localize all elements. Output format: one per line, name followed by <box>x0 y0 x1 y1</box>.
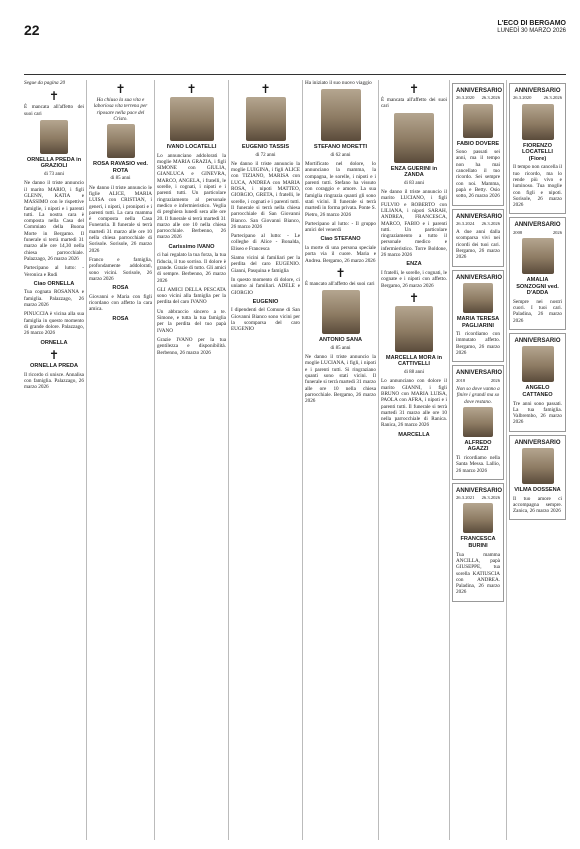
deceased-age: di 88 anni <box>404 370 424 376</box>
cross-icon: ✝ <box>48 348 60 363</box>
column-5 <box>305 80 376 840</box>
condolence-text: Un abbraccio sincero a te. Simone, e tutta la tua famiglia per la perdita del tuo papà IVANO <box>157 308 226 334</box>
cross-icon: ✝ <box>335 265 346 280</box>
column-2 <box>89 80 152 840</box>
condolence-name: ENZA <box>406 261 422 268</box>
anniversary-heading: ANNIVERSARIO <box>456 370 503 377</box>
condolence-text: Franco e famiglia, profondamente addolorati, sono vicini. Sorisole, 26 marzo 2026 <box>89 256 152 282</box>
announcement-text: Ne danno il triste annuncio la moglie LUCIANA, i figli, i nipoti e i parenti tutti. Si ringraziano quanti sono stati vicini. Il funerale si terrà martedì 31 marzo alle ore 10 nella chiesa parrocchiale. Bergamo, 26 marzo 2026 <box>305 354 376 405</box>
date-end: 2026 <box>490 377 500 383</box>
announcement-text: Ne danno il triste annuncio le figlie ALICE, MARIA LUISA con CRISTIAN, i generi, i nipoti, i pronipoti e i parenti tutti. La cara mamma è composta nella Casa Funeraria. Il funerale si terrà martedì 31 marzo alle ore 10 nella chiesa parrocchiale di Sorisole. Sorisole, 26 marzo 2026 <box>89 184 152 254</box>
deceased-name: ANTONIO SANA <box>318 337 363 344</box>
portrait-photo <box>394 113 434 163</box>
column-divider <box>228 80 229 840</box>
anniversary-dates <box>513 230 562 236</box>
condolence-name: ORNELLA <box>40 339 68 346</box>
date-start: 26.3.2020 <box>456 95 475 101</box>
column-7 <box>452 80 504 840</box>
condolence-text: I fratelli, le sorelle, i cognati, le cognate e i nipoti con affetto. Bergamo, 26 marzo 2026 <box>381 269 447 289</box>
anniversary-notice <box>452 483 504 602</box>
portrait-photo <box>321 89 361 141</box>
condolence-heading: Carissimo IVANO <box>168 243 215 250</box>
column-divider <box>506 80 507 840</box>
anniversary-text: Tua mamma ANCILLA, papà GIUSEPPE, tua sorella KATIUSCIA con ANDREA. Paladina, 26 marzo 2026 <box>456 551 500 596</box>
anniversary-heading: ANNIVERSARIO <box>514 338 561 345</box>
deceased-name: ALFREDO AGAZZI <box>464 439 492 453</box>
deceased-name: ORNELLA PREDA in GRAZIOLI <box>26 156 82 170</box>
condolence-text: ci hai regalato la tua forza, la tua fiducia, il tuo sorriso. Il dolore è grande. Grazie di tutto. Gli amici di sempre. Berbenno, 26 marzo 2026 <box>157 252 226 284</box>
page-header <box>24 16 566 74</box>
deceased-age: di 72 anni <box>255 152 276 158</box>
deceased-age: di 62 anni <box>330 152 351 158</box>
newspaper-date: LUNEDÌ 30 MARZO 2026 <box>497 28 566 34</box>
newspaper-masthead <box>497 20 566 35</box>
announcement-text: Lo annunciano con dolore il marito GIANNI, i figli BRUNO con MARIA LUISA, PAOLA con AFRA, i nipoti e i parenti tutti. Il funerale si terrà martedì 31 marzo alle ore 10 nella parrocchiale di Ranica. Ranica, 26 marzo 2026 <box>381 378 447 429</box>
date-start: 26.3.2024 <box>456 220 475 226</box>
anniversary-text: Tre anni sono passati. La tua famiglia. Valbrembo, 26 marzo 2026 <box>513 400 562 426</box>
anniversary-notice <box>452 365 504 480</box>
quote-text: Non so dove vanno a finire i grandi ma so dove restano. <box>456 385 500 405</box>
deceased-name: ROSA RAVASIO ved. ROTA <box>93 161 148 174</box>
anniversary-dates <box>456 495 500 501</box>
column-4 <box>231 80 300 840</box>
column-1 <box>24 80 84 840</box>
condolence-text: GLI AMICI DELLA PESCATA sono vicini alla famiglia per la perdita del caro IVANO <box>157 286 226 306</box>
intro-text: È mancata all'affetto dei suoi cari <box>24 104 84 117</box>
anniversary-heading: ANNIVERSARIO <box>514 222 561 229</box>
portrait-photo <box>246 97 286 141</box>
header-rule <box>24 74 566 75</box>
column-divider <box>449 80 450 840</box>
anniversary-notice <box>509 217 566 330</box>
intro-text: È mancato all'affetto dei suoi cari <box>305 280 375 287</box>
condolence-name: ROSA <box>112 285 129 292</box>
deceased-age: di 85 anni <box>330 345 351 351</box>
column-divider <box>378 80 379 840</box>
anniversary-text: A due anni dalla scomparsa vivi nei ricordi dei tuoi cari. Bergamo, 26 marzo 2026 <box>456 229 500 261</box>
portrait-photo <box>395 306 433 352</box>
newspaper-name: L'ECO DI BERGAMO <box>497 20 566 27</box>
date-end: 26.3.2026 <box>543 95 562 101</box>
cross-icon: ✝ <box>186 82 197 96</box>
condolence-text: In questo momento di dolore, ci uniamo ai familiari. ADELE e GIORGIO <box>231 276 300 296</box>
portrait-photo <box>40 120 68 154</box>
announcement-text: Mortificato nel dolore, lo annunciano la mamma, la compagna, le sorelle, i nipoti e i parenti tutti. Stefano ha vissuto con coraggio e amore. La sua famiglia ringrazia quanti gli sono stati vicini. Il funerale si terrà martedì in forma privata. Ponte S. Pietro, 26 marzo 2026 <box>305 161 376 218</box>
column-6 <box>381 80 447 840</box>
cross-icon: ✝ <box>408 290 420 305</box>
date-end: 2026 <box>552 229 562 235</box>
deceased-name: ORNELLA PREDA <box>30 363 78 370</box>
condolence-name: EUGENIO <box>252 298 279 305</box>
date-start: 2018 <box>456 377 466 383</box>
anniversary-notice <box>509 435 566 521</box>
anniversary-text: Ti ricordiamo nella Santa Messa. Lallio, 26 marzo 2026 <box>456 454 500 474</box>
announcement-text: Ne danno il triste annuncio il marito LUCIANO, i figli FULVIO e ROBERTO con LILIANA, i nipoti SARAH, ANDREA, FRANCESCA, MARCO, FABIO e i parenti tutti. Un particolare ringraziamento a tutto il personale medico e infermieristico. Torre Boldone, 26 marzo 2026 <box>381 189 447 259</box>
anniversary-text: Il tuo amore ci accompagna sempre. Zanica, 26 marzo 2026 <box>513 495 562 515</box>
portrait-photo <box>522 104 554 140</box>
portrait-photo <box>170 97 214 141</box>
column-divider <box>86 80 87 840</box>
partecipations: Partecipano al lutto: - Il gruppo amici del venerdì <box>305 220 376 234</box>
deceased-age: di 85 anni <box>110 176 131 182</box>
announcement-text: Ne danno il triste annuncio il marito MARIO, i figli GLENN, KATIA e MASSIMO con le rispettive famiglie, i nipoti e i parenti tutti. La nostra cara è composta nella Casa del Commiato della Buona Morte in Bergamo. Il funerale si terrà martedì 31 marzo alle ore 14,30 nella chiesa parrocchiale. Palazzago, 26 marzo 2026 <box>24 180 84 262</box>
anniversary-heading: ANNIVERSARIO <box>514 439 561 446</box>
anniversary-heading: ANNIVERSARIO <box>456 274 503 281</box>
condolence-text: Il ricordo ci unisce. Annalisa con famiglia. Palazzago, 26 marzo 2026 <box>24 371 84 391</box>
condolence-name: MARCELLA <box>398 431 430 438</box>
anniversary-text: Sono passati sei anni, ma il tempo non ha mai cancellato il tuo ricordo. Sei sempre con noi. Mamma, papà e Betty. Osio sotto, 26 marzo 2026 <box>456 149 500 200</box>
anniversary-dates <box>456 378 500 384</box>
condolence-text: Giovanni e Maria con figli ricordano con affetto la cara amica. <box>89 293 152 313</box>
anniversary-notice <box>509 333 566 432</box>
portrait-photo <box>522 238 554 274</box>
condolence-heading: Ciao ORNELLA <box>33 280 75 287</box>
condolence-heading: Ciao STEFANO <box>320 236 361 243</box>
portrait-photo <box>463 503 493 533</box>
condolence-text: la morte di una persona speciale porta via il cuore. Maria e Andrea. Bergamo, 26 marzo 2026 <box>305 245 376 264</box>
page-number: 22 <box>24 22 40 38</box>
cross-icon: ✝ <box>115 82 126 96</box>
portrait-photo <box>522 448 554 484</box>
date-end: 26.3.2026 <box>481 495 500 501</box>
intro-text: Ha iniziato il suo nuovo viaggio <box>305 80 372 86</box>
obituary-page <box>24 80 566 840</box>
condolence-name: ROSA <box>112 315 129 322</box>
deceased-name: FIORENZO LOCATELLI (Fiore) <box>522 142 553 162</box>
portrait-photo <box>463 104 493 138</box>
cross-icon: ✝ <box>408 82 420 96</box>
announcement-text: Ne danno il triste annuncio la moglie LUIGINA, i figli ALICE con TIZIANO, MARISA con LUCA, ANDREA con MARIA ROSA, i nipoti MATTEO, GIORGIO, GRETA, i fratelli, le sorelle, i cognati e i parenti tutti. Il funerale si terrà nella chiesa parrocchiale di San Giovanni Bianco. San Giovanni Bianco, 26 marzo 2026 <box>231 160 300 230</box>
intro-text: È mancata all'affetto dei suoi cari <box>381 97 447 110</box>
portrait-photo <box>463 283 493 313</box>
deceased-name: IVANO LOCATELLI <box>166 144 217 150</box>
column-divider <box>154 80 155 840</box>
cross-icon: ✝ <box>260 82 271 96</box>
anniversary-text: Il tempo non cancella il tuo ricordo, ma lo rende più vivo e luminoso. Tua moglie con figli e nipoti. Sorisole, 26 marzo 2026 <box>513 164 562 209</box>
anniversary-notice <box>452 209 504 267</box>
announcement-text: Lo annunciano addolorati la moglie MARIA GRAZIA, i figli SIMONE con GIULIA, GIANLUCA e GINEVRA, MARCO, ANGELA, i fratelli, le sorelle, i cognati, i nipoti e i parenti tutti. Un particolare ringraziamento al personale medico e infermieristico. Veglia di preghiera lunedì sera alle ore 20. Il funerale si terrà martedì 31 marzo alle ore 10 nella chiesa parrocchiale. Berbenno, 26 marzo 2026 <box>157 152 226 241</box>
anniversary-text: Ti ricordiamo con immutato affetto. Bergamo, 26 marzo 2026 <box>456 331 500 357</box>
anniversary-text: Sempre nei nostri cuori. I tuoi cari. Paladina, 26 marzo 2026 <box>513 298 562 324</box>
deceased-name: MARIA TERESA PAGLIARINI <box>456 315 500 329</box>
continued-note: Segue da pagina 20 <box>24 80 66 86</box>
anniversary-notice <box>452 270 504 363</box>
date-start: 26.3.2020 <box>513 95 532 101</box>
partecipations: Partecipano al lutto: - Le colleghe di Alice - Bonalda, Eliseo e Francesca <box>231 233 300 252</box>
deceased-name: MARCELLA MORA in CATTIVELLI <box>385 354 443 368</box>
condolence-text: PINUCCIA è vicina alla sua famiglia in questo momento di grande dolore. Palazzago, 26 marzo 2026 <box>24 311 84 337</box>
condolence-text: Siamo vicini ai familiari per la perdita del caro EUGENIO. Gianni, Pasquina e famiglia <box>231 255 300 274</box>
column-3 <box>157 80 226 840</box>
date-start: 2008 <box>513 229 523 235</box>
condolence-text: Grazie IVANO per la tua gentilezza e disponibilità. Berbenno, 26 marzo 2026 <box>157 336 226 356</box>
deceased-name: FABIO DOVERE <box>456 140 500 147</box>
date-end: 26.3.2026 <box>481 220 500 226</box>
partecipations: Partecipano al lutto: - Veronica e Rudi <box>24 265 84 278</box>
column-8 <box>509 80 566 840</box>
portrait-photo <box>522 346 554 382</box>
deceased-age: di 83 anni <box>404 180 424 186</box>
condolence-text: Tua cognata ROSANNA e famiglia. Palazzago, 26 marzo 2026 <box>24 289 84 309</box>
column-divider <box>302 80 303 840</box>
anniversary-heading: ANNIVERSARIO <box>456 88 503 94</box>
condolence-text: I dipendenti del Comune di San Giovanni Bianco sono vicini per la scomparsa del caro EUGENIO <box>231 307 300 333</box>
date-end: 26.3.2026 <box>481 95 500 101</box>
portrait-photo <box>322 290 360 334</box>
anniversary-dates <box>513 95 562 101</box>
deceased-name: ANGELO CATTANEO <box>522 385 553 398</box>
quote-text: Ha chiuso la sua vita e laboriosa vita terrena per riposare nella pace del Cristo. <box>93 97 148 122</box>
deceased-name: STEFANO MORETTI <box>313 144 368 151</box>
deceased-name: AMALIA SONZOGNI ved. D'ADDA <box>516 277 559 297</box>
anniversary-heading: ANNIVERSARIO <box>456 487 503 494</box>
portrait-photo <box>463 407 493 437</box>
deceased-age: di 73 anni <box>44 172 64 178</box>
anniversary-heading: ANNIVERSARIO <box>456 213 503 220</box>
date-start: 26.3.2021 <box>456 495 475 501</box>
anniversary-dates <box>456 95 500 101</box>
portrait-photo <box>107 124 135 158</box>
deceased-name: VILMA DOSSENA <box>514 486 561 493</box>
anniversary-heading: ANNIVERSARIO <box>514 88 561 94</box>
anniversary-notice <box>452 83 504 206</box>
deceased-name: EUGENIO TASSIS <box>241 144 290 150</box>
deceased-name: ENZA GUERINI in ZANDA <box>390 165 438 179</box>
anniversary-notice <box>509 83 566 214</box>
deceased-name: FRANCESCA BURINI <box>460 536 496 550</box>
cross-icon: ✝ <box>48 89 60 104</box>
anniversary-dates <box>456 221 500 227</box>
